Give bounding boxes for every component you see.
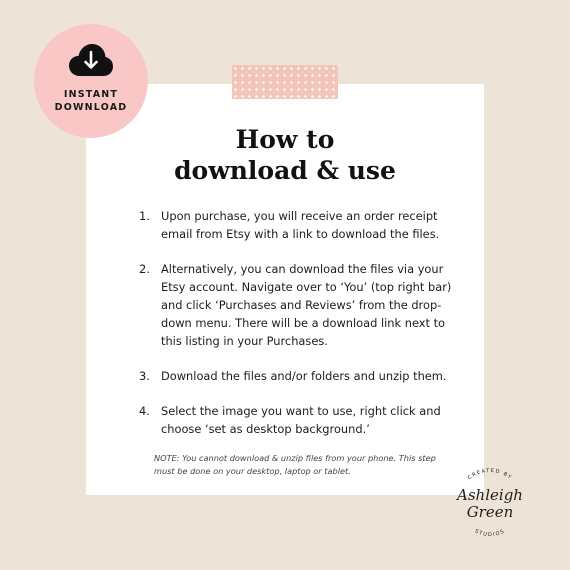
list-item — [139, 260, 469, 350]
step-text: Upon purchase, you will receive an order receipt email from Etsy with a link to download the files. — [161, 209, 440, 241]
step-number: 4. — [139, 404, 150, 418]
page-title-line2: download & use — [174, 156, 396, 185]
svg-text:STUDIOS — [474, 528, 507, 538]
step-text: Alternatively, you can download the files via your Etsy account. Navigate over to ‘You’ (top right bar) and click ‘Purchases and Reviews’ from the drop-down menu. There will be a download link next to this listing in your Purchases. — [161, 262, 452, 348]
step-text: Select the image you want to use, right click and choose ‘set as desktop background.’ — [161, 404, 441, 436]
step-number: 1. — [139, 209, 150, 223]
list-item — [139, 367, 469, 385]
step-number: 2. — [139, 262, 150, 276]
step-text: Download the files and/or folders and unzip them. — [161, 369, 447, 383]
step-number: 3. — [139, 369, 150, 383]
list-item — [139, 402, 469, 438]
svg-text:CREATED BY — [467, 468, 513, 481]
steps-list — [139, 207, 469, 455]
note-text: NOTE: You cannot download & unzip files from your phone. This step must be done on your desktop, laptop or tablet. — [154, 453, 436, 476]
logo-bottom-text: STUDIOS — [473, 528, 507, 539]
logo-name-line2: Green — [466, 503, 514, 521]
instant-download-badge — [34, 24, 148, 138]
studio-logo — [448, 462, 532, 546]
cloud-download-icon — [69, 44, 113, 80]
logo-name-line1: Ashleigh — [457, 486, 523, 504]
page-title-line1: How to — [235, 125, 335, 154]
logo-top-text: CREATED BY — [466, 467, 514, 482]
badge-label-line1: INSTANT — [63, 89, 119, 100]
washi-tape — [232, 65, 338, 99]
badge-label-line2: DOWNLOAD — [54, 102, 128, 113]
list-item — [139, 207, 469, 243]
